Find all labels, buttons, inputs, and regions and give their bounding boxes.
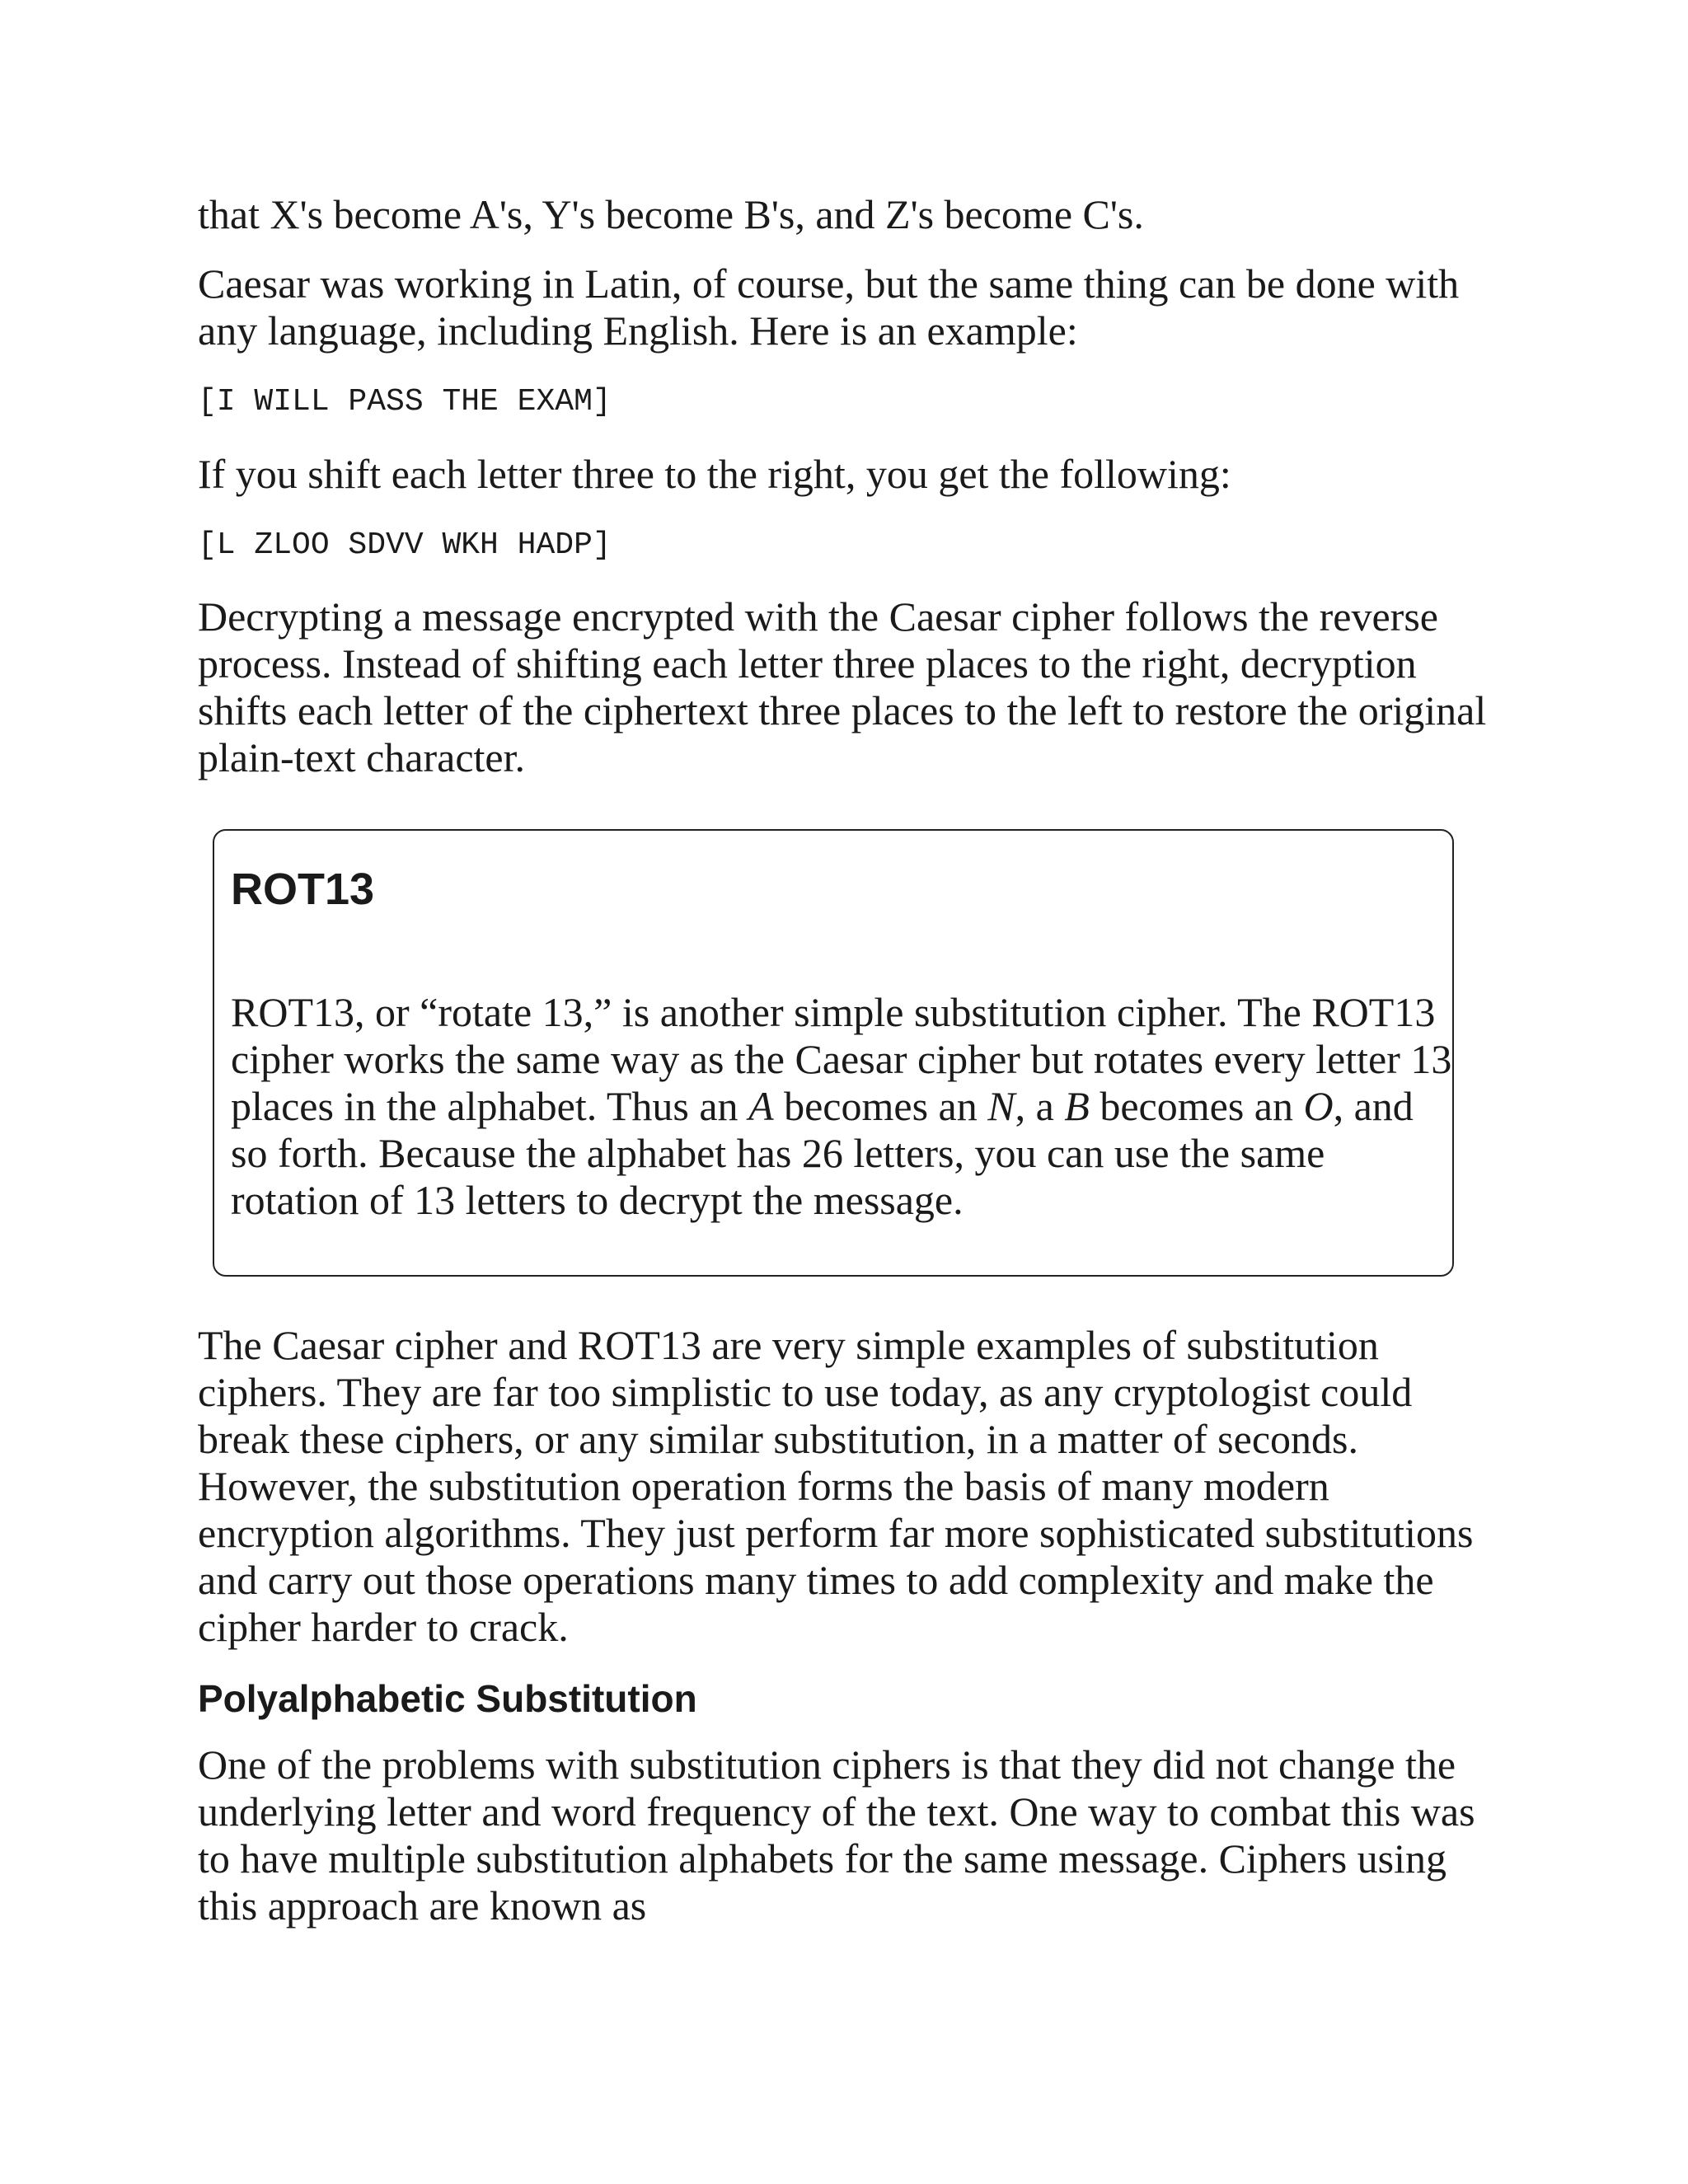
code-example-ciphertext: [L ZLOO SDVV WKH HADP] (198, 527, 612, 563)
paragraph: If you shift each letter three to the right, you get the following: (198, 451, 1231, 497)
paragraph: that X's become A's, Y's become B's, and Z's become C's. (198, 191, 1144, 237)
paragraph: Decrypting a message encrypted with the Caesar cipher follows the reverse process. Instead of shifting each letter three places to the right, decryption shifts each letter of the ciphertext three places to the left to restore the original plain-text character. (198, 593, 1487, 780)
code-example-plaintext: [I WILL PASS THE EXAM] (198, 384, 612, 419)
paragraph: Caesar was working in Latin, of course, but the same thing can be done with any language, including English. Here is an example: (198, 260, 1460, 354)
sidebar-body: ROT13, or “rotate 13,” is another simple substitution cipher. The ROT13 cipher works the same way as the Caesar cipher but rotates every letter 13 places in the alphabet. Thus an A becomes an N, a B becomes an O, and so forth. Because the alphabet has 26 letters, you can use the same rotation of 13 letters to decrypt the message. (231, 989, 1452, 1223)
rot13-sidebar-box (213, 829, 1454, 1277)
page-content (198, 191, 1500, 1929)
sidebar-title: ROT13 (231, 865, 375, 914)
paragraph: One of the problems with substitution ciphers is that they did not change the underlying letter and word frequency of the text. One way to combat this was to have multiple substitution alphabets for the same message. Ciphers using this approach are known as (198, 1741, 1475, 1929)
paragraph: The Caesar cipher and ROT13 are very simple examples of substitution ciphers. They are far too simplistic to use today, as any cryptologist could break these ciphers, or any similar substitution, in a matter of seconds. However, the substitution operation forms the basis of many modern encryption algorithms. They just perform far more sophisticated substitutions and carry out those operations many times to add complexity and make the cipher harder to crack. (198, 1322, 1474, 1650)
section-heading: Polyalphabetic Substitution (198, 1677, 697, 1720)
